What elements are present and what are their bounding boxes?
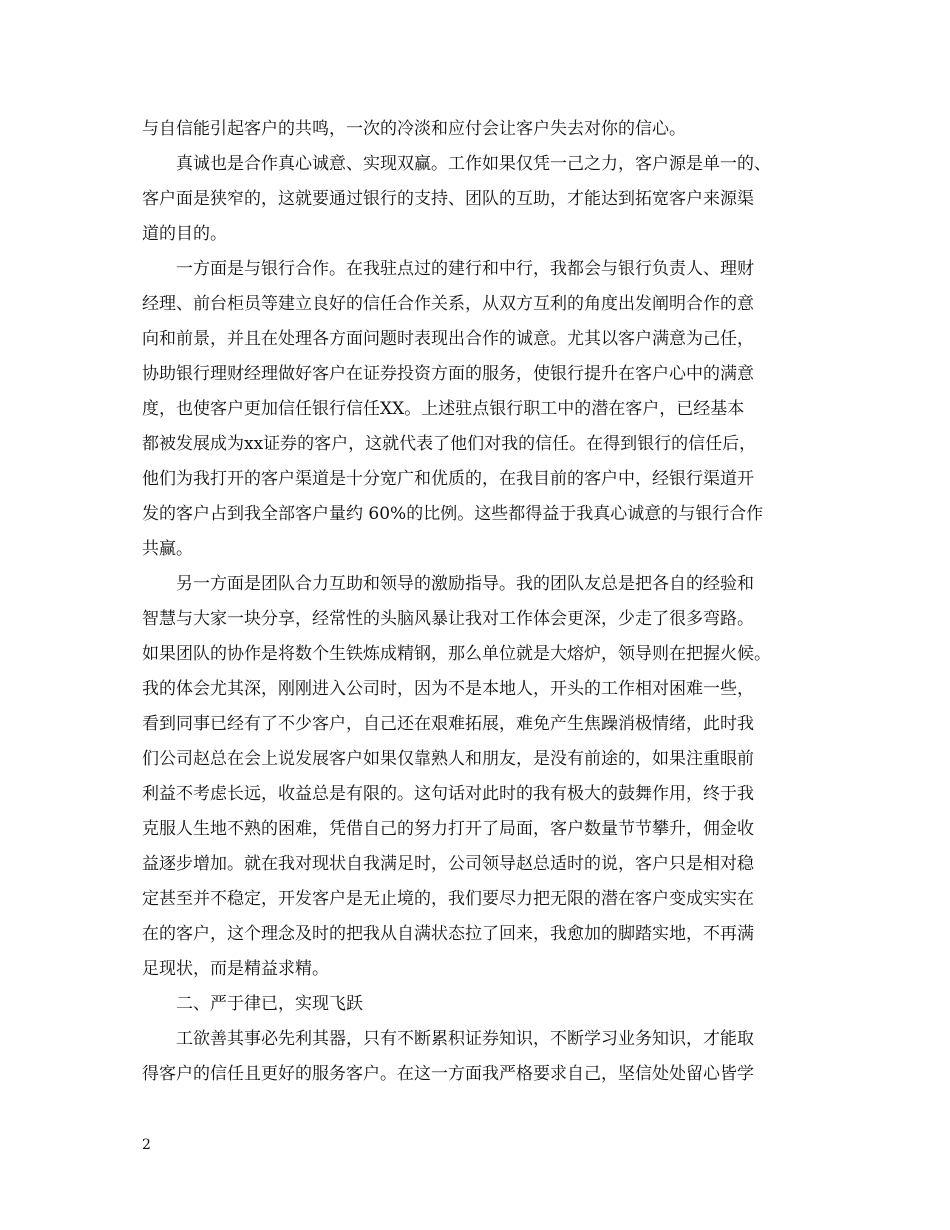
text-line: 足现状，而是精益求精。 bbox=[142, 959, 329, 979]
text-line: 与自信能引起客户的共鸣，一次的冷淡和应付会让客户失去对你的信心。 bbox=[142, 119, 686, 139]
text-line: 智慧与大家一块分享，经常性的头脑风暴让我对工作体会更深，少走了很多弯路。 bbox=[142, 609, 754, 629]
text-line: 定甚至并不稳定，开发客户是无止境的，我们要尽力把无限的潜在客户变成实实在 bbox=[142, 889, 754, 909]
text-line: 发的客户占到我全部客户量约 60%的比例。这些都得益于我真心诚意的与银行合作 bbox=[142, 504, 764, 524]
text-line: 克服人生地不熟的困难，凭借自己的努力打开了局面，客户数量节节攀升，佣金收 bbox=[142, 819, 754, 839]
text-line: 利益不考虑长远，收益总是有限的。这句话对此时的我有极大的鼓舞作用，终于我 bbox=[142, 784, 754, 804]
text-line: 在的客户，这个理念及时的把我从自满状态拉了回来，我愈加的脚踏实地，不再满 bbox=[142, 924, 754, 944]
text-line: 都被发展成为xx证券的客户，这就代表了他们对我的信任。在得到银行的信任后， bbox=[142, 434, 757, 454]
text-line: 们公司赵总在会上说发展客户如果仅靠熟人和朋友，是没有前途的，如果注重眼前 bbox=[142, 749, 754, 769]
text-line: 看到同事已经有了不少客户，自己还在艰难拓展，难免产生焦躁消极情绪，此时我 bbox=[142, 714, 754, 734]
paragraph-start-line: 工欲善其事必先利其器，只有不断累积证券知识，不断学习业务知识，才能取 bbox=[176, 1029, 754, 1049]
paragraph-start-line: 另一方面是团队合力互助和领导的激励指导。我的团队友总是把各自的经验和 bbox=[176, 574, 754, 594]
text-line: 共赢。 bbox=[142, 539, 193, 559]
text-line: 他们为我打开的客户渠道是十分宽广和优质的，在我目前的客户中，经银行渠道开 bbox=[142, 469, 754, 489]
text-line: 我的体会尤其深，刚刚进入公司时，因为不是本地人，开头的工作相对困难一些， bbox=[142, 679, 754, 699]
section-heading: 二、严于律已，实现飞跃 bbox=[176, 994, 363, 1014]
text-line: 客户面是狭窄的，这就要通过银行的支持、团队的互助，才能达到拓宽客户来源渠 bbox=[142, 189, 754, 209]
text-line: 协助银行理财经理做好客户在证券投资方面的服务，使银行提升在客户心中的满意 bbox=[142, 364, 754, 384]
text-line: 如果团队的协作是将数个生铁炼成精钢，那么单位就是大熔炉，领导则在把握火候。 bbox=[142, 644, 771, 664]
text-line: 经理、前台柜员等建立良好的信任合作关系，从双方互利的角度出发阐明合作的意 bbox=[142, 294, 754, 314]
text-line: 益逐步增加。就在我对现状自我满足时，公司领导赵总适时的说，客户只是相对稳 bbox=[142, 854, 754, 874]
paragraph-start-line: 真诚也是合作真心诚意、实现双赢。工作如果仅凭一己之力，客户源是单一的、 bbox=[176, 154, 771, 174]
page-number: 2 bbox=[142, 1137, 151, 1153]
text-line: 道的目的。 bbox=[142, 224, 227, 244]
text-line: 度，也使客户更加信任银行信任XX。上述驻点银行职工中的潜在客户，已经基本 bbox=[142, 399, 745, 419]
text-line: 得客户的信任且更好的服务客户。在这一方面我严格要求自己，坚信处处留心皆学 bbox=[142, 1064, 754, 1084]
text-line: 向和前景，并且在处理各方面问题时表现出合作的诚意。尤其以客户满意为己任， bbox=[142, 329, 754, 349]
paragraph-start-line: 一方面是与银行合作。在我驻点过的建行和中行，我都会与银行负责人、理财 bbox=[176, 259, 754, 279]
